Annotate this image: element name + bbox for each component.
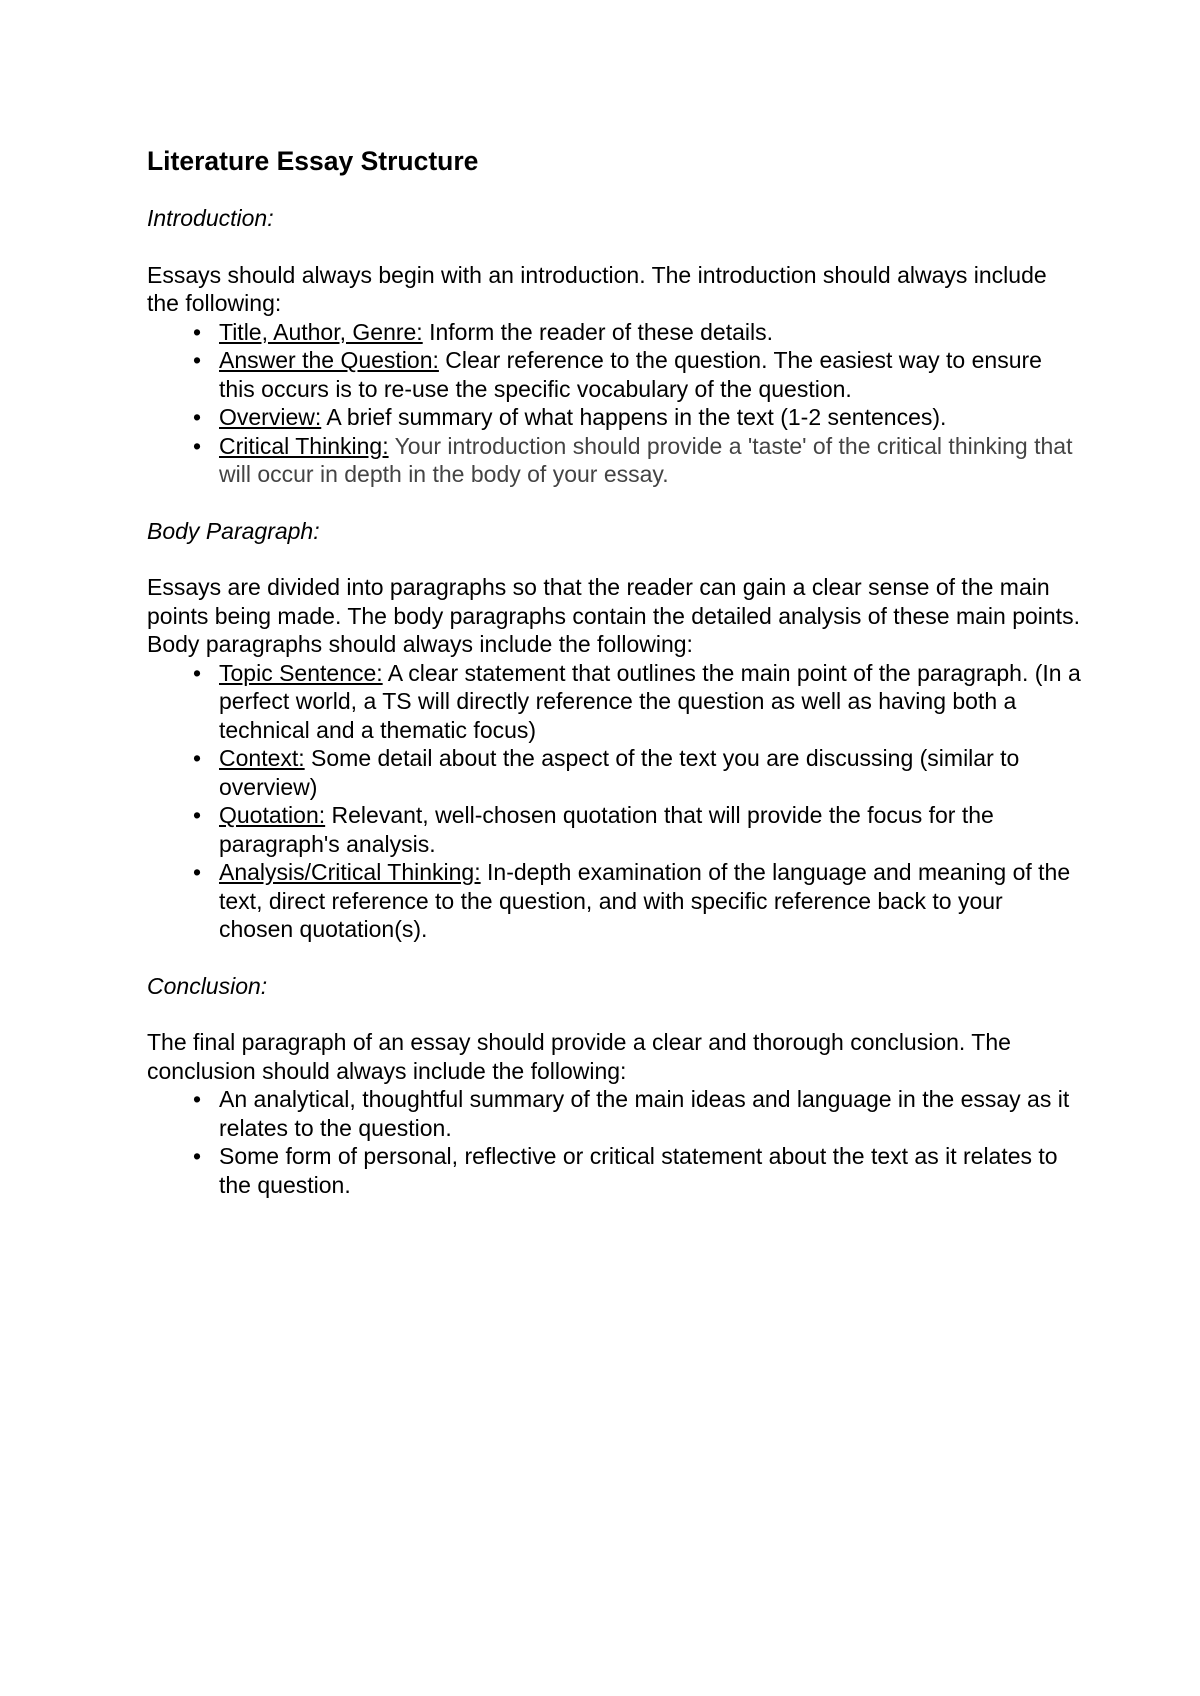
bullet-icon: • [192,347,202,373]
bullet-term: Answer the Question: [219,347,439,373]
bullet-term: Critical Thinking: [219,432,389,459]
conclusion-bullet-list [147,1085,1082,1199]
bullet-icon: • [192,745,202,771]
bullet-term: Quotation: [219,802,326,828]
conclusion-paragraph: The final paragraph of an essay should provide a clear and thorough conclusion. The conclusion should always include the following: [147,1029,1011,1084]
bullet-icon: • [192,432,202,459]
bullet-term: Analysis/Critical Thinking: [219,859,481,885]
document-title: Literature Essay Structure [147,146,479,176]
list-item [147,744,1082,801]
introduction-bullet-list [147,318,1082,489]
bullet-icon: • [192,404,202,430]
introduction-paragraph: Essays should always begin with an introduction. The introduction should always include the following: [147,261,1047,316]
list-item [147,1142,1082,1199]
bullet-term: Title, Author, Genre: [219,318,423,345]
list-item [147,403,1082,432]
list-item [147,432,1082,489]
bullet-term: Topic Sentence: [219,659,383,686]
bullet-term: Overview: [219,404,322,430]
list-item [147,318,1082,347]
bullet-text: A clear statement that outlines the main point of the paragraph. (In a perfect world, a TS will directly reference the question as well as having both a technical and a thematic focus) [219,659,1081,743]
bullet-icon: • [192,859,202,885]
list-item [147,659,1082,745]
list-item [147,1085,1082,1142]
bullet-text: Your introduction should provide a 'taste' of the critical thinking that will occur in depth in the body of your essay. [219,432,1073,487]
bullet-text: Relevant, well-chosen quotation that will provide the focus for the paragraph's analysis. [219,802,994,857]
conclusion-heading: Conclusion: [147,972,268,999]
body-paragraph-bullet-list [147,659,1082,944]
bullet-icon: • [192,318,202,345]
bullet-icon: • [192,802,202,828]
list-item [147,801,1082,858]
bullet-icon: • [192,1086,202,1112]
bullet-text: Some detail about the aspect of the text you are discussing (similar to overview) [219,745,1020,800]
bullet-text: In-depth examination of the language and meaning of the text, direct reference to the question, and with specific reference back to your chosen quotation(s). [219,859,1071,942]
list-item [147,346,1082,403]
bullet-text: An analytical, thoughtful summary of the main ideas and language in the essay as it relates to the question. [219,1086,1070,1141]
bullet-icon: • [192,659,202,686]
body-paragraph-paragraph: Essays are divided into paragraphs so that the reader can gain a clear sense of the main points being made. The body paragraphs contain the detailed analysis of these main points. Body paragraphs should always include the following: [147,574,1080,657]
bullet-text: Some form of personal, reflective or critical statement about the text as it relates to the question. [219,1143,1058,1198]
bullet-text: Clear reference to the question. The easiest way to ensure this occurs is to re-use the specific vocabulary of the question. [219,347,1042,402]
introduction-heading: Introduction: [147,205,274,231]
bullet-term: Context: [219,745,305,771]
document-content [147,144,1082,1227]
bullet-text: Inform the reader of these details. [422,318,774,345]
bullet-icon: • [192,1143,202,1169]
list-item [147,858,1082,944]
bullet-text: A brief summary of what happens in the text (1-2 sentences). [321,404,947,430]
body-paragraph-heading: Body Paragraph: [147,517,320,544]
